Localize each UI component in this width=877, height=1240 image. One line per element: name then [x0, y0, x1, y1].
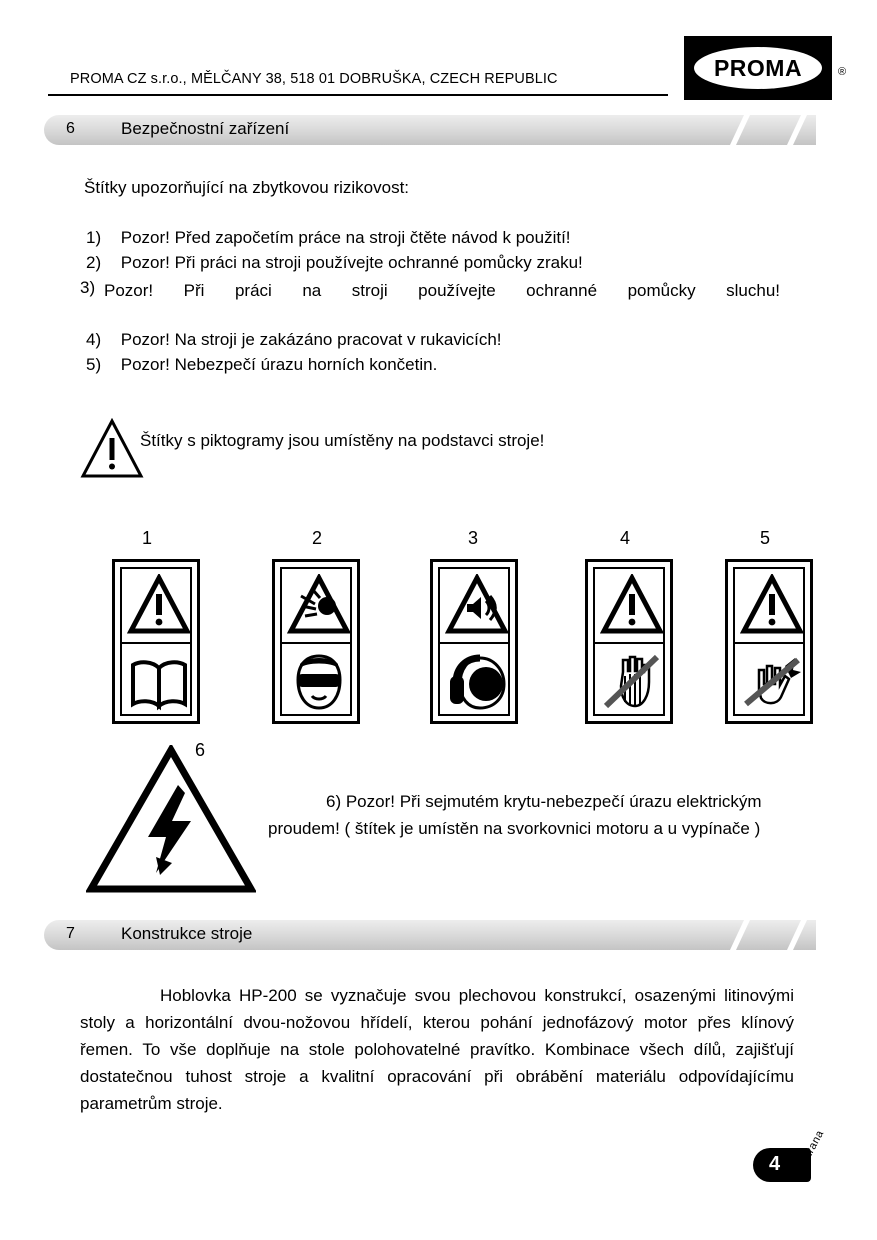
safety-item-3-text: Pozor! Při práci na stroji používejte ochranné pomůcky sluchu!	[104, 281, 780, 300]
section-6-number: 6	[66, 120, 75, 137]
ear-muffs-icon	[446, 652, 508, 712]
pictogram-1-read-manual	[112, 559, 200, 724]
safety-item-2	[86, 253, 806, 273]
header-rule	[48, 94, 668, 96]
pictogram-label-6: 6	[194, 740, 205, 760]
pictogram-label-1: 1	[141, 528, 152, 548]
exclamation-triangle-icon	[600, 574, 664, 636]
section-6-title: Bezpečnostní zařízení	[121, 119, 290, 138]
safety-item-2-number: 2)	[86, 253, 102, 272]
pictogram-5-divider	[733, 642, 805, 644]
pictogram-placement-note: Štítky s piktogramy jsou umístěny na podstavci stroje!	[140, 431, 545, 450]
exclamation-triangle-icon	[740, 574, 804, 636]
pictogram-label-4: 4	[619, 528, 630, 548]
safety-item-5-text: Pozor! Nebezpečí úrazu horních končetin.	[120, 355, 438, 374]
safety-item-1	[86, 228, 806, 248]
section-7-title: Konstrukce stroje	[121, 924, 253, 943]
company-address-line: PROMA CZ s.r.o., MĚLČANY 38, 518 01 DOBRUŠKA, CZECH REPUBLIC	[70, 71, 558, 87]
safety-item-5-number: 5)	[86, 355, 102, 374]
no-hand-near-cutter-icon	[741, 652, 803, 712]
safety-item-3	[80, 278, 780, 304]
pictogram-4-divider	[593, 642, 665, 644]
safety-item-4-number: 4)	[86, 330, 102, 349]
construction-paragraph: Hoblovka HP-200 se vyznačuje svou plechovou konstrukcí, osazenými litinovými stoly a horizontální dvou-nožovou hřídelí, kterou pohání jednofázový motor přes klínový řemen. To vše doplňuje na stole polohovatelné pravítko. Kombinace všech dílů, zajišťují dostatečnou tuhost stroje a kvalitní opracování při obrábění materiálu odpovídajícímu parametrům stroje.	[80, 986, 794, 1113]
pictogram-6-electric-shock	[86, 745, 256, 893]
logo-text: PROMA	[713, 54, 803, 81]
logo-ellipse	[694, 47, 822, 89]
proma-logo	[684, 36, 832, 100]
pictogram-3-divider	[438, 642, 510, 644]
pictogram-2-eye-protection	[272, 559, 360, 724]
open-book-icon	[128, 656, 190, 712]
warning-triangle-icon	[80, 418, 144, 480]
section-7-number: 7	[66, 925, 75, 942]
pictogram-label-2: 2	[311, 528, 322, 548]
pictogram-1-divider	[120, 642, 192, 644]
pictogram-2-divider	[280, 642, 352, 644]
safety-item-4	[86, 330, 806, 350]
pictogram-4-no-gloves	[585, 559, 673, 724]
pictogram-label-5: 5	[759, 528, 770, 548]
flying-particles-triangle-icon	[287, 574, 351, 636]
pictogram-5-hand-injury	[725, 559, 813, 724]
section-7-header	[44, 920, 816, 950]
registered-mark: ®	[838, 66, 847, 78]
pictogram-3-ear-protection	[430, 559, 518, 724]
safety-goggles-face-icon	[288, 652, 350, 712]
safety-item-5	[86, 355, 806, 375]
page-number: 4	[769, 1153, 781, 1175]
safety-item-6-text: 6) Pozor! Při sejmutém krytu-nebezpečí úrazu elektrickým proudem! ( štítek je umístěn na svorkovnici motoru a u vypínače )	[268, 792, 762, 838]
exclamation-triangle-icon	[127, 574, 191, 636]
safety-item-4-text: Pozor! Na stroji je zakázáno pracovat v rukavicích!	[120, 330, 502, 349]
electric-shock-triangle-icon	[86, 745, 256, 893]
safety-item-3-number: 3)	[80, 278, 96, 297]
labels-intro-text: Štítky upozorňující na zbytkovou rizikovost:	[84, 178, 410, 197]
pictogram-label-3: 3	[467, 528, 478, 548]
safety-item-1-text: Pozor! Před započetím práce na stroji čtěte návod k použití!	[120, 228, 571, 247]
page-header	[48, 36, 847, 102]
safety-item-2-text: Pozor! Při práci na stroji používejte ochranné pomůcky zraku!	[120, 253, 583, 272]
page-word-label: strana	[800, 1128, 827, 1164]
safety-item-1-number: 1)	[86, 228, 102, 247]
no-gloves-icon	[601, 652, 663, 712]
noise-triangle-icon	[445, 574, 509, 636]
section-6-header	[44, 115, 816, 145]
